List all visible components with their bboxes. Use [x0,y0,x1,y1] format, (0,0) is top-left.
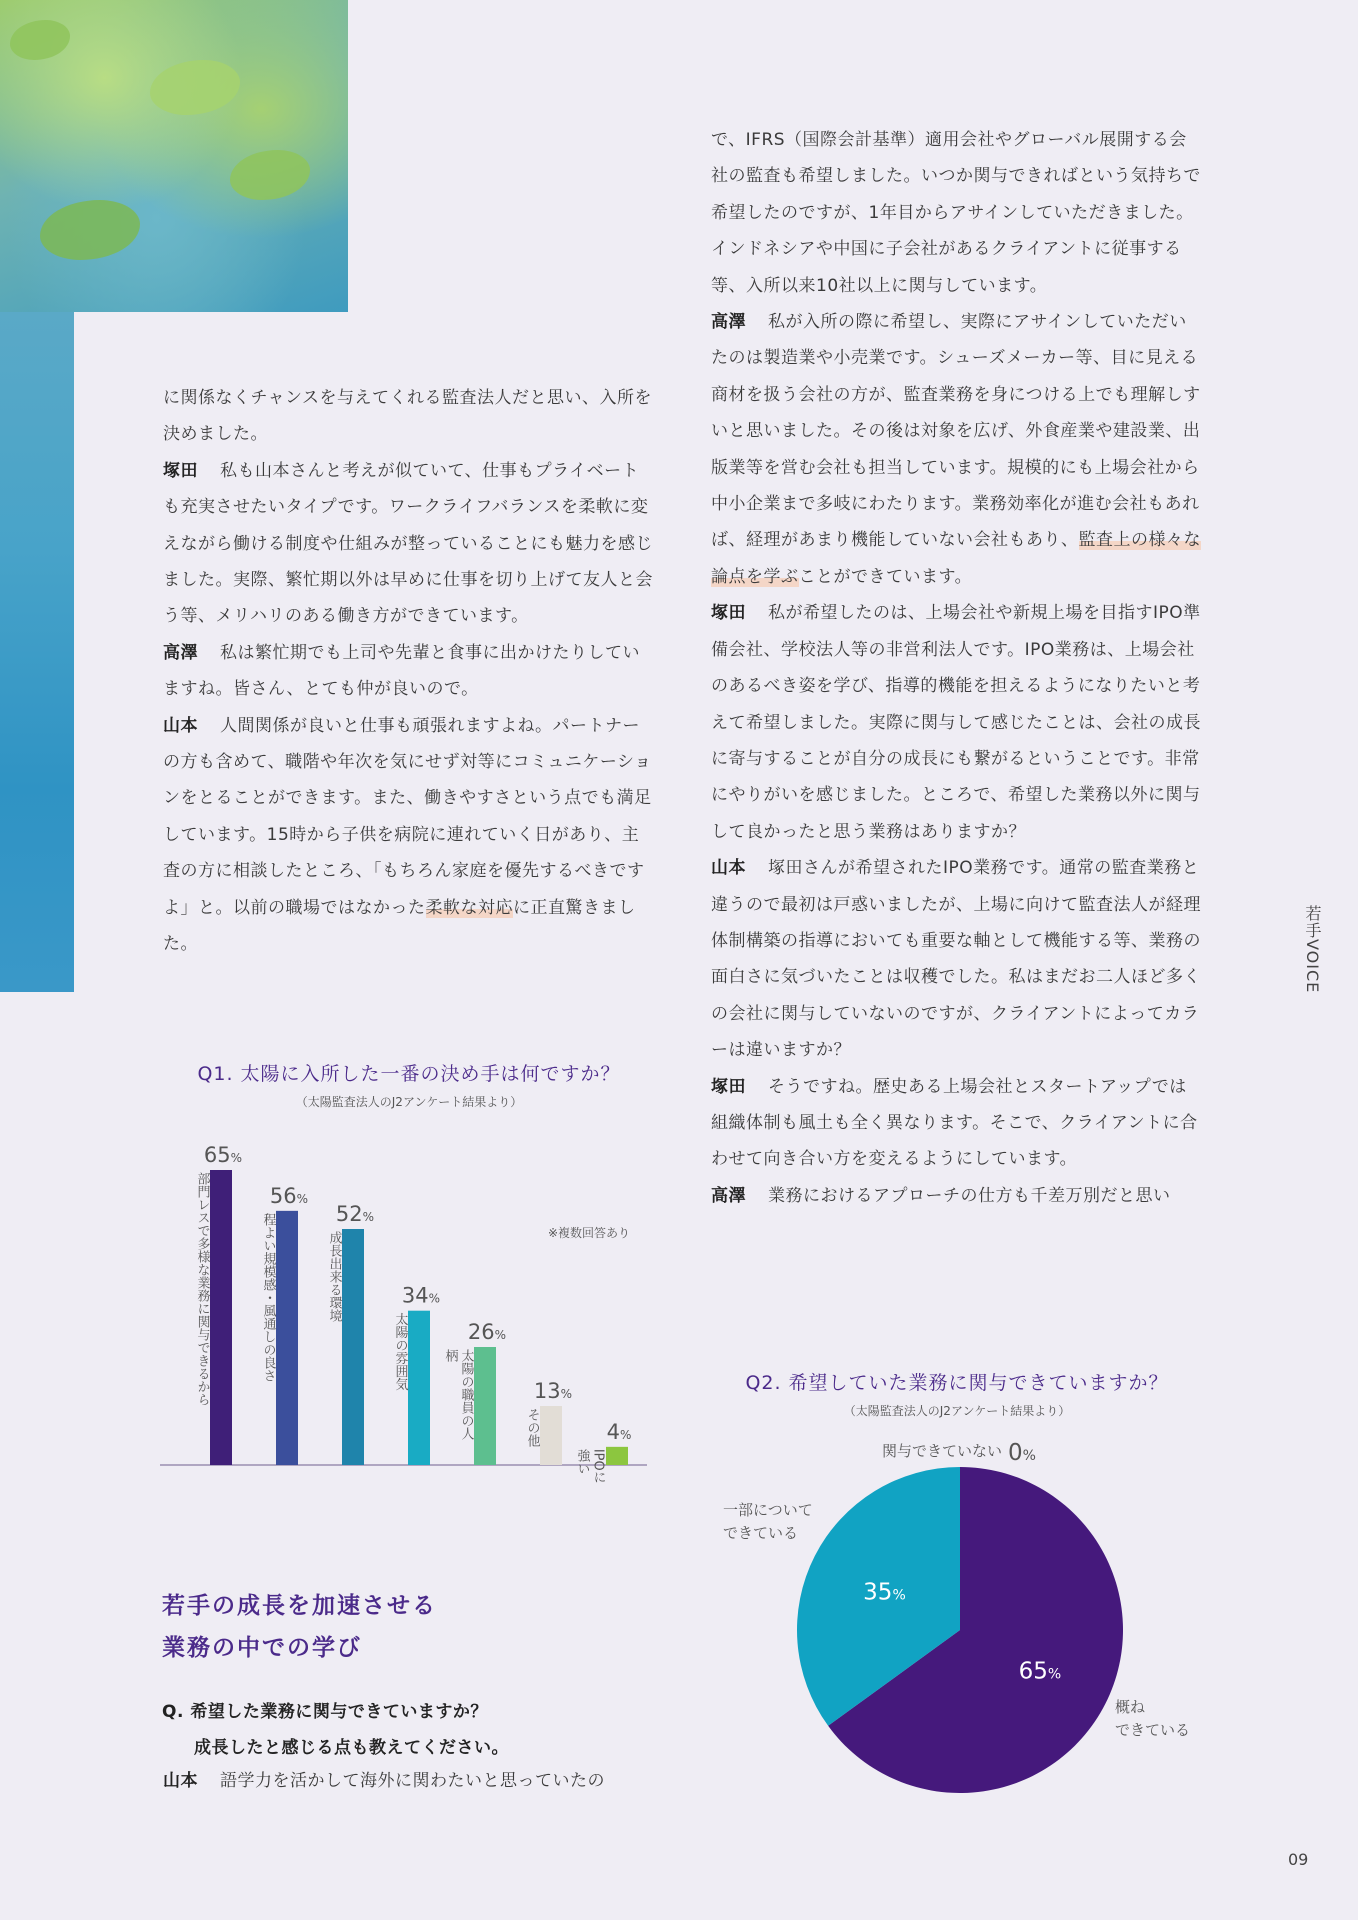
category-label: その他 [524,1408,540,1447]
data-label: 65% [203,1143,243,1167]
paragraph [711,595,1203,850]
data-label: 34% [401,1283,441,1308]
paragraph [711,850,1203,1068]
paragraph-text: で、IFRS（国際会計基準）適用会社やグローバル展開する会社の監査も希望しました。いつか関与できればという気持ちで希望したのですが、1年目からアサインしていただきました。インドネシアや中国に子会社があるクライアントに従事する等、入所以来10社以上に関与しています。 [711,130,1201,296]
page-number: 09 [1288,1850,1309,1869]
paragraph-text: 私が入所の際に希望し、実際にアサインしていただいたのは製造業や小売業です。シューズメーカー等、目に見える商材を扱う会社の方が、監査業務を身につける上でも理解しすいと思いました。その後は対象を広げ、外食産業や建設業、出版業等を営む会社も担当しています。規模的にも上場会社から中小企業まで多岐にわたります。業務効率化が進む会社もあれば、経理があまり機能していない会社もあり、 [711,312,1201,551]
category-label: 柄 [442,1349,458,1362]
data-label: 65% [1018,1658,1062,1685]
category-label: できている [723,1524,799,1542]
paragraph-text: そうですね。歴史ある上場会社とスタートアップでは組織体制も風土も全く異なります。そこで、クライアントに合わせて向き合い方を変えるようにしています。 [711,1076,1198,1170]
question-line1: Q. 希望した業務に関与できていますか？ [162,1702,488,1722]
speaker-name: 山本 [163,1771,198,1791]
paragraph [711,1178,1203,1214]
speaker-name: 塚田 [711,603,746,624]
question-line2: 成長したと感じる点も教えてください。 [194,1738,509,1758]
data-label: 26% [467,1320,507,1344]
multiple-answer-note: ※複数回答あり [548,1226,631,1240]
data-label: 52% [335,1202,375,1226]
speaker-name: 塚田 [711,1076,746,1097]
q2-pie-chart [723,1430,1220,1800]
category-label: 強い [574,1448,590,1475]
paragraph [163,453,655,635]
right-column [711,122,1203,1214]
category-label: できている [1115,1721,1191,1739]
header-photo [0,0,348,312]
q1-bar-chart [160,1130,660,1484]
paragraph [163,635,655,708]
category-label: 概ね [1115,1698,1146,1716]
speaker-name: 高澤 [711,1185,746,1206]
answer-text: 語学力を活かして海外に関わたいと思っていたの [220,1771,605,1791]
paragraph-text: に関係なくチャンスを与えてくれる監査法人だと思い、入所を決めました。 [163,388,652,445]
data-label: 4% [606,1419,632,1444]
paragraph-text: ことができています。 [798,566,973,587]
data-label: 35% [863,1579,906,1606]
q2-chart-title: Q2. 希望していた業務に関与できていますか？ [745,1372,1169,1394]
category-label: IPOに [590,1448,606,1484]
paragraph-text: 塚田さんが希望されたIPO業務です。通常の監査業務と違うので最初は戸惑いましたが、上場に向けて監査法人が経理体制構築の指導においても重要な軸として機能する等、業務の面白さに気づいたことは収穫でした。私はまだお二人ほど多くの会社に関与していないのですが、クライアントによってカラーは違いますか？ [711,858,1201,1061]
q2-chart-subtitle: （太陽監査法人のJ2アンケート結果より） [843,1404,1071,1418]
bar [606,1447,628,1465]
speaker-name: 山本 [711,858,746,879]
bar [540,1406,562,1465]
paragraph-text: 私も山本さんと考えが似ていて、仕事もプライベートも充実させたいタイプです。ワークライフバランスを柔軟に変えながら働ける制度や仕組みが整っていることにも魅力を感じました。実際、繁忙期以外は早めに仕事を切り上げて友人と会う等、メリハリのある働き方ができています。 [163,460,653,627]
category-label: 程よい規模感・風通しの良さ [260,1212,276,1382]
photo-strip [0,312,74,992]
category-label: 太陽の雰囲気 [392,1312,408,1391]
data-label: 56% [269,1183,309,1208]
data-label: 13% [533,1379,573,1403]
paragraph [711,304,1203,595]
bar [408,1311,430,1465]
data-label: 0% [1008,1440,1036,1466]
speaker-name: 高澤 [163,642,198,663]
paragraph-text: 私が希望したのは、上場会社や新規上場を目指すIPO準備会社、学校法人等の非営利法人です。IPO業務は、上場会社のあるべき姿を学び、指導的機能を担えるようになりたいと考えて希望しました。実際に関与して感じたことは、会社の成長に寄与することが自分の成長にも繋がるということです。非常にやりがいを感じました。ところで、希望した業務以外に関与して良かったと思う業務はありますか？ [711,603,1201,842]
paragraph-text: 業務におけるアプローチの仕方も千差万別だと思い [768,1185,1171,1206]
category-label: 関与できていない [881,1442,1002,1460]
bar [342,1229,364,1465]
highlighted-phrase: 監査上の様々な論点を学ぶ [711,530,1201,587]
paragraph [711,1069,1203,1178]
paragraph [711,122,1203,304]
q1-chart-subtitle: （太陽監査法人のJ2アンケート結果より） [295,1095,523,1109]
q1-chart-title: Q1. 太陽に入所した一番の決め手は何ですか？ [197,1063,621,1085]
section-heading [162,1585,437,1669]
paragraph-text: に正直驚きました。 [163,897,636,955]
bar [474,1347,496,1465]
category-label: 一部について [723,1501,813,1519]
speaker-name: 高澤 [711,312,746,333]
section-heading-line2: 業務の中での学び [162,1635,362,1661]
bar [276,1211,298,1465]
category-label: 成長出来る環境 [326,1231,342,1322]
paragraph-text: 人間関係が良いと仕事も頑張れますよね。パートナーの方も含めて、職階や年次を気にせず対等にコミュニケーションをとることができます。また、働きやすさという点でも満足しています。15時から子供を病院に連れていく日があり、主査の方に相談したところ、「もちろん家庭を優先するべきですよ」と。以前の職場ではなかった [163,715,652,918]
speaker-name: 山本 [163,715,198,736]
paragraph-text: 私は繁忙期でも上司や先輩と食事に出かけたりしていますね。皆さん、とても仲が良いので。 [163,642,640,700]
speaker-name: 塚田 [163,460,198,481]
category-label: 部門レスで多様な業務に関与できるから [194,1172,210,1406]
section-heading-line1: 若手の成長を加速させる [162,1593,437,1619]
left-column [163,380,655,963]
paragraph [163,380,655,453]
question [162,1694,509,1766]
paragraph [163,708,655,963]
answer-line [163,1766,655,1791]
category-label: 太陽の職員の人 [458,1349,474,1440]
highlighted-phrase: 柔軟な対応 [425,897,513,918]
bar [210,1170,232,1465]
side-label: 若手VOICE [1303,905,1322,994]
